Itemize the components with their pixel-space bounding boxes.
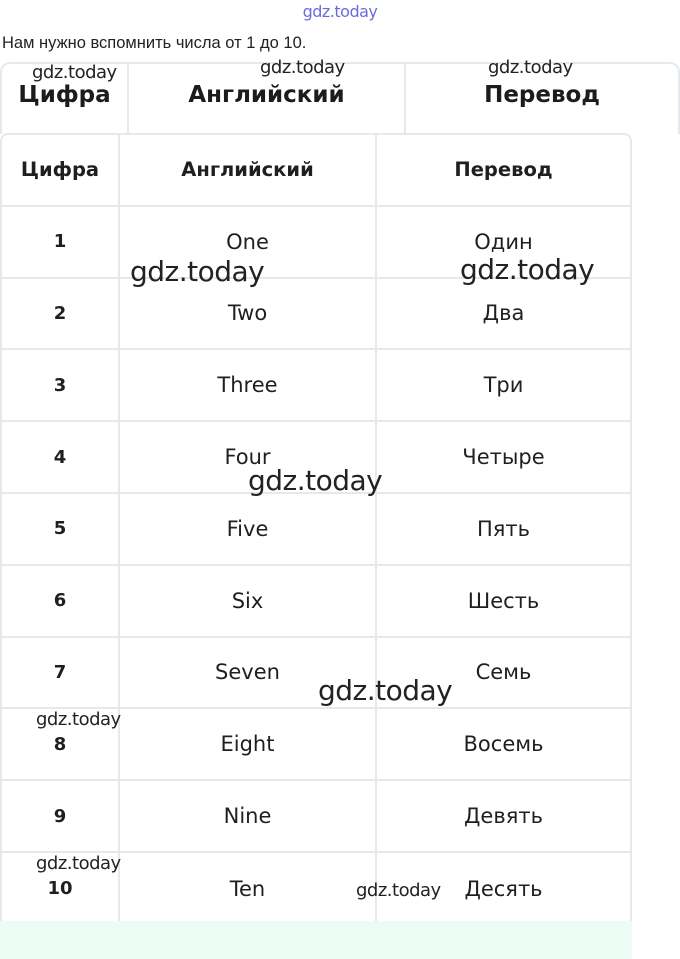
digit-cell: 3 [2,350,120,420]
digit-cell: 1 [2,207,120,277]
english-cell: Nine [120,781,377,851]
numbers-table [0,133,632,927]
translation-cell: Один [474,229,533,254]
translation-cell: Восемь [463,732,544,757]
table-row [2,350,630,422]
table-row [2,207,630,279]
digit-cell: 4 [2,422,120,492]
table-row [2,494,630,566]
watermark: gdz.today [356,880,441,901]
watermark: gdz.today [32,62,117,83]
watermark: gdz.today [36,709,121,730]
table-row [2,279,630,351]
english-cell: Five [120,494,377,564]
column-header-english: Английский [120,135,377,205]
translation-cell: Четыре [462,445,545,470]
digit-cell: 5 [2,494,120,564]
english-cell: One [120,207,377,277]
watermark: gdz.today [488,57,573,78]
translation-cell: Семь [475,660,532,685]
header-strip-translation: Перевод [484,82,600,108]
watermark: gdz.today [260,57,345,78]
table-row [2,781,630,853]
translation-cell: Три [483,373,524,398]
intro-text: Нам нужно вспомнить числа от 1 до 10. [2,34,307,52]
watermark: gdz.today [36,853,121,874]
english-cell: Seven [120,638,377,708]
translation-cell: Два [482,301,525,326]
digit-cell: 10 [2,853,120,925]
translation-cell: Девять [464,804,543,829]
english-cell: Four [120,422,377,492]
translation-cell: Пять [476,516,531,541]
english-cell: Six [120,566,377,636]
digit-cell: 9 [2,781,120,851]
translation-cell: Десять [464,876,543,901]
header-strip [0,62,680,134]
table-row [2,638,630,710]
watermark: gdz.today [130,255,265,288]
column-header-digit: Цифра [2,135,120,205]
english-cell: Three [120,350,377,420]
site-logo[interactable]: gdz.today [302,2,378,21]
watermark: gdz.today [460,253,595,286]
table-row [2,853,630,925]
header-strip-digit: Цифра [2,64,129,134]
english-cell: Ten [120,853,377,925]
watermark: gdz.today [248,464,383,497]
table-row [2,566,630,638]
table-header-row [2,135,630,207]
column-header-translation: Перевод [454,158,553,182]
digit-cell: 6 [2,566,120,636]
english-cell: Eight [120,709,377,779]
table-row [2,709,630,781]
table-row [2,422,630,494]
digit-cell: 2 [2,279,120,349]
header-strip-english: Английский [129,64,406,134]
english-cell: Two [120,279,377,349]
footer-strip [0,921,632,959]
digit-cell: 8 [2,709,120,779]
watermark: gdz.today [318,674,453,707]
translation-cell: Шесть [467,588,540,613]
digit-cell: 7 [2,638,120,708]
